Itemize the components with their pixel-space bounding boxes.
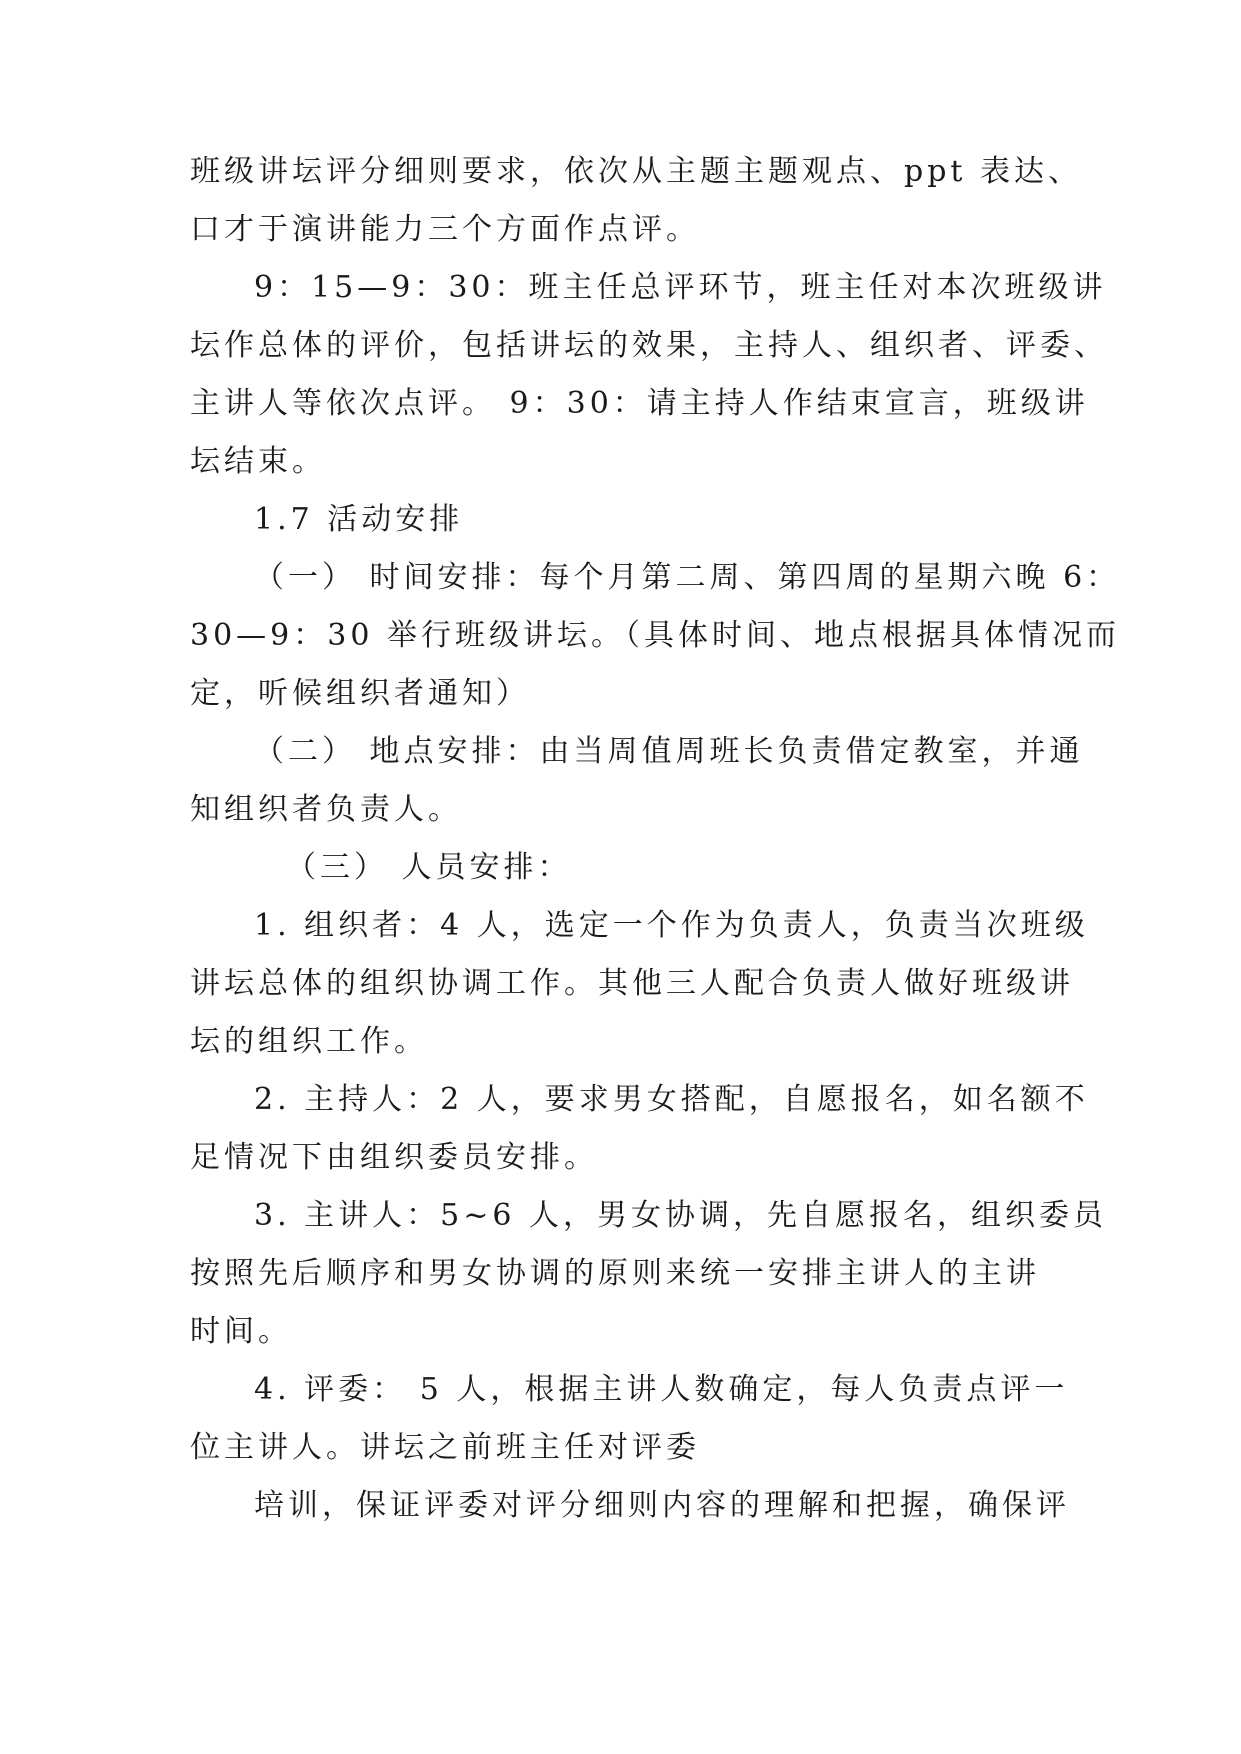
text-line-10: 定，听候组织者通知）: [190, 676, 530, 711]
text-line-2: 口才于演讲能力三个方面作点评。: [190, 212, 700, 247]
text-line-1: 班级讲坛评分细则要求，依次从主题主题观点、ppt 表达、: [190, 154, 1082, 189]
text-line-15: 讲坛总体的组织协调工作。其他三人配合负责人做好班级讲: [190, 966, 1074, 1001]
text-line-20: 按照先后顺序和男女协调的原则来统一安排主讲人的主讲: [190, 1256, 1040, 1291]
text-line-9: 30—9：30 举行班级讲坛。（具体时间、地点根据具体情况而: [190, 618, 1120, 653]
text-line-18: 足情况下由组织委员安排。: [190, 1140, 598, 1175]
text-line-16: 坛的组织工作。: [190, 1024, 428, 1059]
text-line-21: 时间。: [190, 1314, 292, 1349]
section-heading: 1.7 活动安排: [254, 502, 464, 537]
text-line-14: 1. 组织者：4 人，选定一个作为负责人，负责当次班级: [254, 908, 1089, 943]
text-line-3: 9：15—9：30：班主任总评环节，班主任对本次班级讲: [254, 270, 1107, 305]
text-line-8: （一） 时间安排：每个月第二周、第四周的星期六晚 6：: [254, 560, 1121, 595]
text-line-5: 主讲人等依次点评。 9：30：请主持人作结束宣言，班级讲: [190, 386, 1089, 421]
text-line-6: 坛结束。: [190, 444, 326, 479]
text-line-4: 坛作总体的评价，包括讲坛的效果，主持人、组织者、评委、: [190, 328, 1108, 363]
text-line-22: 4. 评委： 5 人，根据主讲人数确定，每人负责点评一: [254, 1372, 1069, 1407]
text-line-13: （三） 人员安排：: [286, 850, 572, 885]
text-line-12: 知组织者负责人。: [190, 792, 462, 827]
text-line-24: 培训，保证评委对评分细则内容的理解和把握，确保评: [254, 1488, 1070, 1523]
text-line-23: 位主讲人。讲坛之前班主任对评委: [190, 1430, 700, 1465]
text-line-19: 3. 主讲人：5~6 人，男女协调，先自愿报名，组织委员: [254, 1198, 1108, 1233]
text-line-11: （二） 地点安排：由当周值周班长负责借定教室，并通: [254, 734, 1084, 769]
text-line-17: 2. 主持人：2 人，要求男女搭配，自愿报名，如名额不: [254, 1082, 1089, 1117]
